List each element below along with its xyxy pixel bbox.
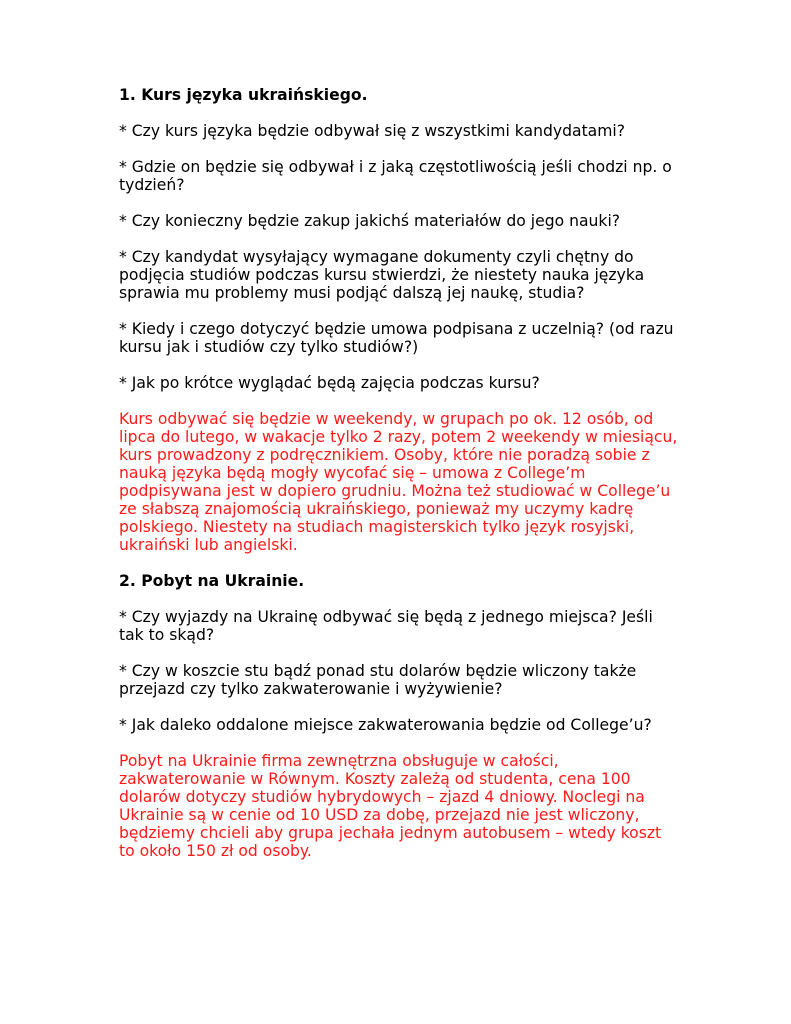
section-1-heading: 1. Kurs języka ukraińskiego. <box>119 86 368 104</box>
question-2-2: * Czy w koszcie stu bądź ponad stu dolarów będzie wliczony także przejazd czy tylko zakwaterowanie i wyżywienie? <box>119 662 637 698</box>
document-page <box>119 86 679 860</box>
question-1-6: * Jak po krótce wyglądać będą zajęcia podczas kursu? <box>119 374 540 392</box>
question-1-3: * Czy konieczny będzie zakup jakichś materiałów do jego nauki? <box>119 212 621 230</box>
question-1-4: * Czy kandydat wysyłający wymagane dokumenty czyli chętny do podjęcia studiów podczas kursu stwierdzi, że niestety nauka języka sprawia mu problemy musi podjąć dalszą jej naukę, studia? <box>119 248 645 302</box>
question-2-1: * Czy wyjazdy na Ukrainę odbywać się będą z jednego miejsca? Jeśli tak to skąd? <box>119 608 653 644</box>
question-1-2: * Gdzie on będzie się odbywał i z jaką częstotliwością jeśli chodzi np. o tydzień? <box>119 158 672 194</box>
question-1-1: * Czy kurs języka będzie odbywał się z wszystkimi kandydatami? <box>119 122 626 140</box>
question-1-5: * Kiedy i czego dotyczyć będzie umowa podpisana z uczelnią? (od razu kursu jak i studiów czy tylko studiów?) <box>119 320 674 356</box>
answer-section-2: Pobyt na Ukrainie firma zewnętrzna obsługuje w całości, zakwaterowanie w Równym. Koszty zależą od studenta, cena 100 dolarów dotyczy studiów hybrydowych – zjazd 4 dniowy. Noclegi na Ukrainie są w cenie od 10 USD za dobę, przejazd nie jest wliczony, będziemy chcieli aby grupa jechała jednym autobusem – wtedy koszt to około 150 zł od osoby. <box>119 752 662 860</box>
question-2-3: * Jak daleko oddalone miejsce zakwaterowania będzie od College’u? <box>119 716 652 734</box>
section-2-heading: 2. Pobyt na Ukrainie. <box>119 572 305 590</box>
answer-section-1: Kurs odbywać się będzie w weekendy, w grupach po ok. 12 osób, od lipca do lutego, w wakacje tylko 2 razy, potem 2 weekendy w miesiącu, kurs prowadzony z podręcznikiem. Osoby, które nie poradzą sobie z nauką języka będą mogły wycofać się – umowa z College’m podpisywana jest w dopiero grudniu. Można też studiować w College’u ze słabszą znajomością ukraińskiego, ponieważ my uczymy kadrę polskiego. Niestety na studiach magisterskich tylko język rosyjski, ukraiński lub angielski. <box>119 410 678 554</box>
